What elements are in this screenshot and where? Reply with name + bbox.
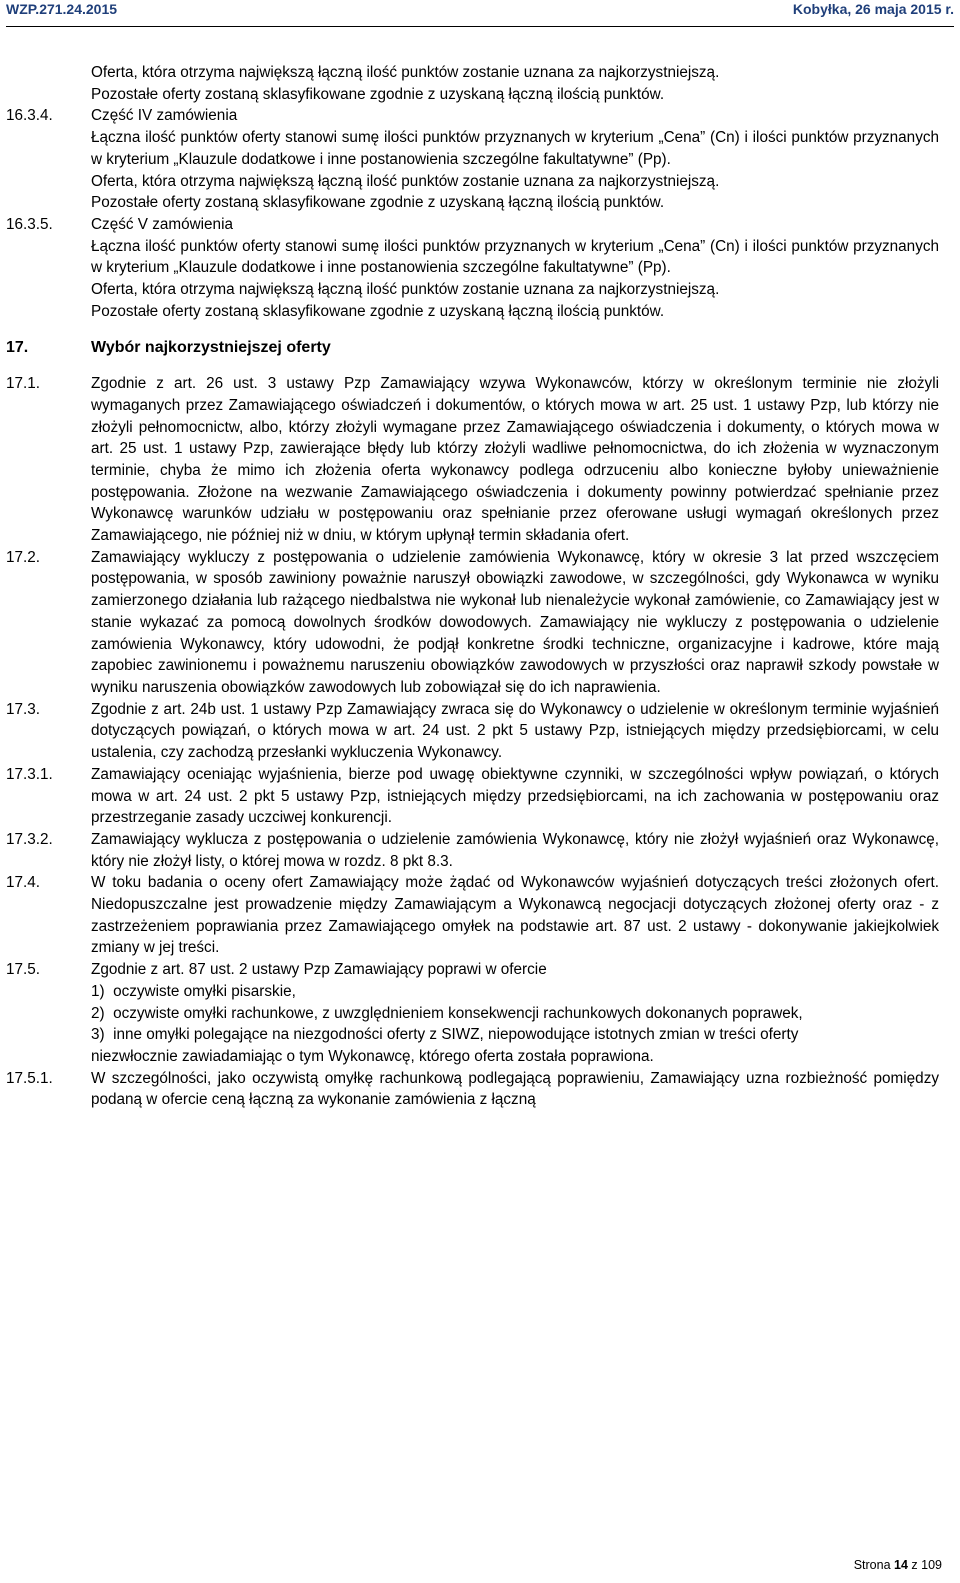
section-number: 17.3.1. <box>6 765 53 783</box>
section-number: 17.1. <box>6 375 41 393</box>
section-number: 16.3.5. <box>6 215 53 233</box>
section-17-4 <box>0 872 960 959</box>
section-top-continuation <box>0 62 960 105</box>
paragraph: Zgodnie z art. 87 ust. 2 ustawy Pzp Zamawiający poprawi w ofercie <box>91 961 547 979</box>
section-number: 17.3. <box>6 700 41 718</box>
list-item: 3) inne omyłki polegające na niezgodności oferty z SIWZ, niepowodujące istotnych zmian w treści oferty <box>91 1026 799 1044</box>
paragraph: Zamawiający oceniając wyjaśnienia, bierze pod uwagę obiektywne czynniki, w szczególności wpływ powiązań, o których mowa w art. 24 ust. 2 pkt 5 ustawy Pzp, istniejących między przedsiębiorcami, na ich zachowania w postępowaniu oraz przestrzeganie zasady uczciwej konkurencji. <box>91 765 939 827</box>
paragraph: Oferta, która otrzyma największą łączną ilość punktów zostanie uznana za najkorzystniejszą. <box>91 64 720 81</box>
list-item: 1) oczywiste omyłki pisarskie, <box>91 982 296 1000</box>
page-footer <box>854 1558 942 1572</box>
section-number: 17.5. <box>6 961 41 979</box>
paragraph: Pozostałe oferty zostaną sklasyfikowane zgodnie z uzyskaną łączną ilością punktów. <box>91 85 665 103</box>
section-title: Część IV zamówienia <box>91 107 238 125</box>
paragraph: Zgodnie z art. 24b ust. 1 ustawy Pzp Zamawiający zwraca się do Wykonawcy o udzielenie w określonym terminie wyjaśnień dotyczących powiązań, o których mowa w art. 24 ust. 2 pkt 5 ustawy Pzp, istniejących między przedsiębiorcami, w celu ustalenia, czy zachodzą przesłanki wykluczenia Wykonawcy. <box>91 700 939 762</box>
paragraph: Łączna ilość punktów oferty stanowi sumę ilości punktów przyznanych w kryterium „Cena” (Cn) i ilości punktów przyznanych w kryterium „Klauzule dodatkowe i inne postanowienia szczególne fakultatywne” (Pp). <box>91 237 939 277</box>
paragraph: niezwłocznie zawiadamiając o tym Wykonawcę, którego oferta została poprawiona. <box>91 1047 654 1065</box>
section-number: 17.2. <box>6 548 41 566</box>
heading: Wybór najkorzystniejszej oferty <box>91 339 331 357</box>
page-separator: z <box>911 1558 918 1572</box>
paragraph: Pozostałe oferty zostaną sklasyfikowane zgodnie z uzyskaną łączną ilością punktów. <box>91 302 665 320</box>
paragraph: Zamawiający wyklucza z postępowania o udzielenie zamówienia Wykonawcę, który nie złożył wyjaśnień oraz Wykonawcę, który nie złożył listy, o której mowa w rozdz. 8 pkt 8.3. <box>91 830 939 870</box>
page-label: Strona <box>853 1558 891 1572</box>
section-16-3-4 <box>0 105 960 214</box>
section-number: 17.4. <box>6 874 41 892</box>
section-17-1 <box>0 373 960 547</box>
section-17-5-1 <box>0 1068 960 1111</box>
paragraph: W szczególności, jako oczywistą omyłkę rachunkową podlegającą poprawieniu, Zamawiający uzna rozbieżność pomiędzy podaną w ofercie ceną łączną za wykonanie zamówienia z łączną <box>91 1069 939 1109</box>
section-number: 17. <box>6 339 29 357</box>
paragraph: Oferta, która otrzyma największą łączną ilość punktów zostanie uznana za najkorzystniejszą. <box>91 172 720 190</box>
section-17-heading <box>0 337 960 359</box>
section-number: 17.5.1. <box>6 1069 53 1087</box>
section-17-3 <box>0 699 960 764</box>
list-item: 2) oczywiste omyłki rachunkowe, z uwzględnieniem konsekwencji rachunkowych dokonanych poprawek, <box>91 1004 803 1022</box>
document-body <box>0 62 960 1111</box>
section-title: Część V zamówienia <box>91 215 233 233</box>
paragraph: Zamawiający wykluczy z postępowania o udzielenie zamówienia Wykonawcę, który w okresie 3 lat przed wszczęciem postępowania, w sposób zawiniony poważnie naruszył obowiązki zawodowe, w szczególności, gdy Wykonawca w wyniku zamierzonego działania lub rażącego niedbalstwa nie wykonał lub nienależycie wykonał zamówienie, co Zamawiający jest w stanie wykazać za pomocą dowolnych środków dowodowych. Zamawiający nie wykluczy z postępowania o udzielenie zamówienia Wykonawcy, który udowodni, że podjął konkretne środki techniczne, organizacyjne i kadrowe, które mają zapobiec zawinionemu i poważnemu naruszeniu obowiązków zawodowych w przyszłości oraz naprawił szkody powstałe w wyniku naruszenia obowiązków zawodowych lub zobowiązał się do ich naprawienia. <box>91 548 939 696</box>
section-17-3-2 <box>0 829 960 872</box>
paragraph: Oferta, która otrzyma największą łączną ilość punktów zostanie uznana za najkorzystniejszą. <box>91 281 720 299</box>
section-17-2 <box>0 547 960 699</box>
paragraph: Zgodnie z art. 26 ust. 3 ustawy Pzp Zamawiający wzywa Wykonawców, którzy w określonym terminie nie złożyli wymaganych przez Zamawiającego oświadczeń i dokumentów, o których mowa w art. 25 ust. 1 ustawy Pzp, lub którzy nie złożyli pełnomocnictw, albo, którzy złożyli wymagane przez Zamawiającego oświadczenia i dokumenty, o których mowa w art. 25 ust. 1 ustawy Pzp, zawierające błędy lub którzy złożyli wadliwe pełnomocnictwa, do ich złożenia w wyznaczonym terminie, chyba że mimo ich złożenia oferta wykonawcy podlega odrzuceniu albo konieczne byłoby unieważnienie postępowania. Złożone na wezwanie Zamawiającego oświadczenia i dokumenty powinny potwierdzać spełnianie przez Wykonawcę warunków udziału w postępowaniu oraz spełnianie przez oferowane usługi wymagań określonych przez Zamawiającego, nie później niż w dniu, w którym upłynął termin składania ofert. <box>91 375 939 545</box>
paragraph: Pozostałe oferty zostaną sklasyfikowane zgodnie z uzyskaną łączną ilością punktów. <box>91 194 665 212</box>
page-header <box>6 0 954 27</box>
document-date: Kobyłka, 26 maja 2015 r. <box>792 1 954 17</box>
section-16-3-5 <box>0 214 960 323</box>
section-number: 17.3.2. <box>6 830 53 848</box>
paragraph: W toku badania o oceny ofert Zamawiający może żądać od Wykonawców wyjaśnień dotyczących treści złożonych ofert. Niedopuszczalne jest prowadzenie między Zamawiającym a Wykonawcą negocjacji dotyczących złożonej oferty oraz - z zastrzeżeniem poprawiania przez Zamawiającego omyłek na podstawie art. 87 ust. 2 ustawy - dokonywanie jakiejkolwiek zmiany w jej treści. <box>91 874 939 957</box>
section-number: 16.3.4. <box>6 107 53 125</box>
section-17-5 <box>0 959 960 1068</box>
section-17-3-1 <box>0 764 960 829</box>
page-number: 14 <box>894 1558 908 1572</box>
paragraph: Łączna ilość punktów oferty stanowi sumę ilości punktów przyznanych w kryterium „Cena” (Cn) i ilości punktów przyznanych w kryterium „Klauzule dodatkowe i inne postanowienia szczególne fakultatywne” (Pp). <box>91 129 939 168</box>
page-total: 109 <box>921 1558 942 1572</box>
document-reference: WZP.271.24.2015 <box>6 1 118 17</box>
